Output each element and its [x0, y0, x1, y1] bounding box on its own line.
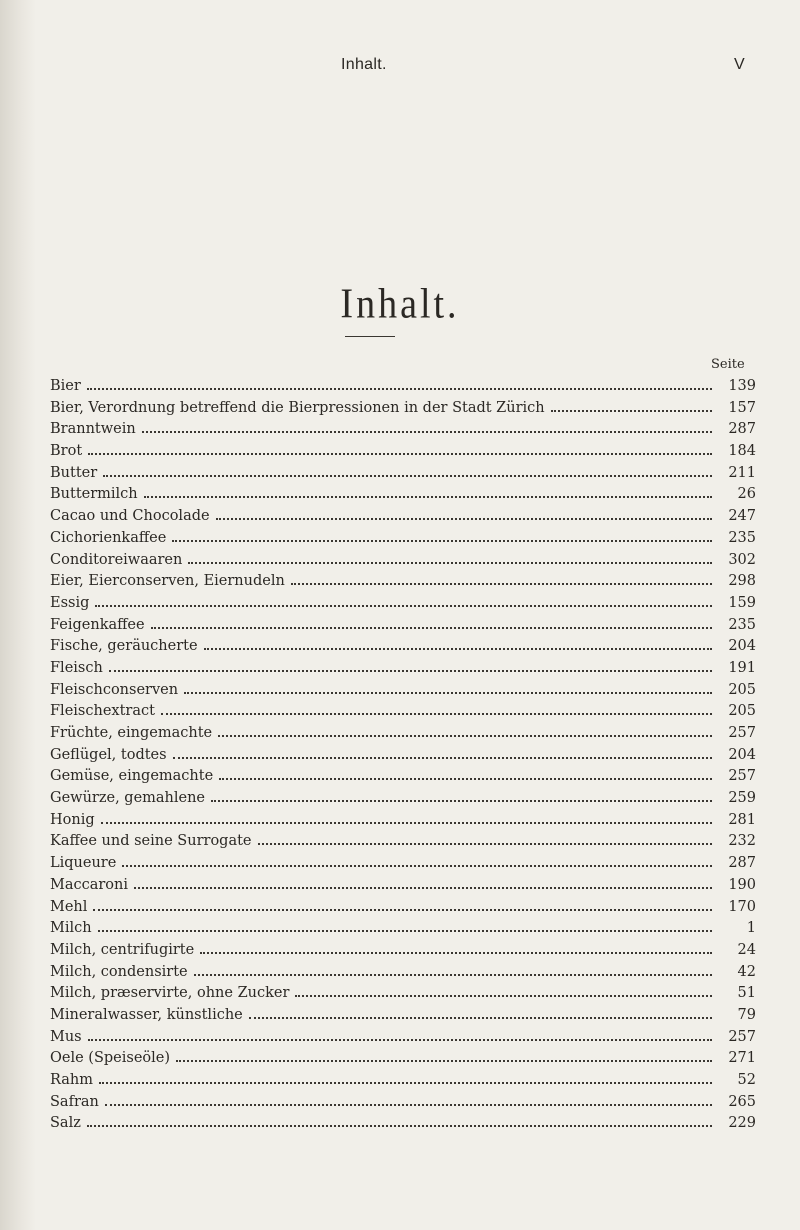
- toc-dot-leader: [184, 692, 712, 694]
- toc-entry: [50, 465, 756, 487]
- toc-entry-label: Fleisch: [50, 659, 103, 676]
- toc-entry: [50, 964, 756, 986]
- toc-entry: [50, 617, 756, 639]
- toc-entry-label: Gemüse, eingemachte: [50, 768, 214, 785]
- toc-entry-page: 26: [737, 486, 756, 503]
- toc-dot-leader: [211, 800, 712, 802]
- toc-entry-page: 190: [728, 876, 756, 893]
- toc-entry-label: Cichorienkaffee: [50, 529, 167, 546]
- toc-entry-page: 42: [737, 963, 756, 980]
- toc-entry-page: 184: [728, 443, 756, 460]
- toc-entry: [50, 942, 756, 964]
- toc-entry: [50, 985, 756, 1007]
- toc-entry-label: Kaffee und seine Surrogate: [50, 833, 252, 850]
- toc-entry: [50, 1072, 756, 1094]
- toc-entry: [50, 660, 756, 682]
- toc-entry-label: Buttermilch: [50, 486, 138, 503]
- toc-entry-page: 247: [728, 508, 756, 525]
- toc-dot-leader: [134, 887, 712, 889]
- toc-dot-leader: [87, 388, 712, 390]
- toc-entry: [50, 790, 756, 812]
- toc-entry-label: Fleischconserven: [50, 681, 179, 698]
- toc-entry-page: 257: [728, 725, 756, 741]
- toc-entry-page: 170: [728, 898, 756, 915]
- toc-entry-page: 139: [728, 378, 756, 394]
- toc-entry-label: Salz: [50, 1115, 81, 1132]
- toc-dot-leader: [95, 605, 712, 607]
- toc-entry: [50, 486, 756, 508]
- toc-entry-page: 191: [728, 659, 756, 676]
- toc-entry-label: Milch, præservirte, ohne Zucker: [50, 985, 290, 1002]
- toc-entry-page: 271: [728, 1050, 756, 1067]
- toc-entry: [50, 747, 756, 769]
- page-number: V: [734, 56, 745, 73]
- toc-entry-page: 257: [728, 1028, 756, 1045]
- toc-dot-leader: [204, 648, 712, 650]
- toc-entry: [50, 899, 756, 921]
- toc-entry-page: 235: [728, 529, 756, 546]
- page-edge-shadow: [0, 0, 36, 1230]
- toc-entry: [50, 1029, 756, 1051]
- page-title: Inhalt.: [340, 280, 460, 328]
- toc-entry-label: Früchte, eingemachte: [50, 725, 213, 741]
- toc-entry: [50, 682, 756, 704]
- toc-entry: [50, 573, 756, 595]
- toc-dot-leader: [249, 1017, 712, 1019]
- toc-entry-label: Bier, Verordnung betreffend die Bierpressionen in der Stadt Zürich: [50, 399, 545, 416]
- toc-entry: [50, 378, 756, 400]
- toc-entry: [50, 833, 756, 855]
- toc-entry-page: 302: [728, 551, 756, 568]
- toc-dot-leader: [172, 540, 712, 542]
- toc-dot-leader: [88, 453, 712, 455]
- toc-dot-leader: [218, 735, 712, 737]
- toc-entry-label: Mineralwasser, künstliche: [50, 1006, 243, 1023]
- toc-entry-page: 52: [737, 1072, 756, 1088]
- toc-entry-label: Feigenkaffee: [50, 616, 145, 633]
- toc-entry: [50, 421, 756, 443]
- toc-entry-page: 211: [728, 464, 756, 481]
- toc-entry-page: 79: [737, 1006, 756, 1023]
- toc-entry: [50, 443, 756, 465]
- toc-dot-leader: [291, 583, 712, 585]
- toc-entry-page: 235: [728, 616, 756, 633]
- toc-entry-page: 281: [728, 811, 756, 828]
- toc-entry-label: Milch: [50, 920, 92, 937]
- toc-dot-leader: [103, 475, 712, 477]
- page-column-header: Seite: [711, 357, 745, 372]
- toc-entry-label: Liqueure: [50, 855, 117, 872]
- toc-entry: [50, 877, 756, 899]
- toc-entry-label: Geflügel, todtes: [50, 746, 167, 763]
- table-of-contents: [50, 378, 756, 1137]
- toc-entry-page: 298: [728, 573, 756, 590]
- toc-dot-leader: [88, 1039, 712, 1041]
- toc-dot-leader: [295, 995, 712, 997]
- toc-dot-leader: [258, 843, 712, 845]
- toc-dot-leader: [151, 627, 712, 629]
- toc-entry: [50, 552, 756, 574]
- toc-entry-label: Oele (Speiseöle): [50, 1050, 171, 1067]
- toc-entry: [50, 1050, 756, 1072]
- toc-entry: [50, 638, 756, 660]
- toc-entry: [50, 703, 756, 725]
- toc-entry-label: Safran: [50, 1093, 99, 1110]
- toc-dot-leader: [99, 1082, 712, 1084]
- toc-entry-label: Eier, Eierconserven, Eiernudeln: [50, 573, 285, 590]
- toc-dot-leader: [161, 713, 712, 715]
- toc-entry: [50, 508, 756, 530]
- toc-entry-page: 232: [728, 833, 756, 850]
- toc-entry-label: Butter: [50, 464, 98, 481]
- toc-entry: [50, 1094, 756, 1116]
- toc-entry-label: Milch, condensirte: [50, 963, 188, 980]
- toc-entry-label: Mus: [50, 1028, 82, 1045]
- toc-dot-leader: [200, 952, 712, 954]
- toc-entry-label: Honig: [50, 811, 95, 828]
- toc-entry-label: Conditoreiwaaren: [50, 551, 183, 568]
- toc-dot-leader: [105, 1104, 712, 1106]
- toc-entry: [50, 1007, 756, 1029]
- toc-entry-label: Milch, centrifugirte: [50, 941, 195, 958]
- toc-dot-leader: [551, 410, 712, 412]
- toc-entry-page: 287: [728, 421, 756, 438]
- toc-dot-leader: [101, 822, 712, 824]
- toc-dot-leader: [216, 518, 712, 520]
- toc-entry-page: 1: [746, 920, 756, 937]
- toc-entry: [50, 400, 756, 422]
- title-rule: [345, 336, 395, 337]
- toc-entry-page: 257: [728, 768, 756, 785]
- toc-entry-page: 287: [728, 855, 756, 872]
- toc-dot-leader: [142, 431, 712, 433]
- toc-dot-leader: [219, 778, 712, 780]
- toc-entry-label: Bier: [50, 378, 81, 394]
- toc-dot-leader: [144, 496, 712, 498]
- toc-entry-label: Brot: [50, 443, 83, 460]
- toc-entry-page: 205: [728, 681, 756, 698]
- toc-entry-label: Mehl: [50, 898, 88, 915]
- toc-entry-label: Essig: [50, 594, 90, 611]
- toc-entry-page: 204: [728, 746, 756, 763]
- toc-entry-label: Fische, geräucherte: [50, 638, 198, 655]
- toc-dot-leader: [98, 930, 712, 932]
- toc-entry: [50, 920, 756, 942]
- running-head: [0, 56, 800, 80]
- toc-entry-label: Branntwein: [50, 421, 136, 438]
- toc-entry: [50, 1115, 756, 1137]
- toc-entry-label: Rahm: [50, 1072, 93, 1088]
- toc-entry-page: 24: [737, 941, 756, 958]
- toc-entry-page: 204: [728, 638, 756, 655]
- toc-dot-leader: [87, 1125, 712, 1127]
- toc-entry-page: 51: [737, 985, 756, 1002]
- toc-dot-leader: [176, 1060, 712, 1062]
- toc-entry-page: 265: [728, 1093, 756, 1110]
- toc-dot-leader: [194, 974, 712, 976]
- toc-entry-page: 229: [728, 1115, 756, 1132]
- toc-dot-leader: [173, 757, 712, 759]
- toc-entry-label: Maccaroni: [50, 876, 129, 893]
- toc-entry: [50, 595, 756, 617]
- toc-dot-leader: [93, 909, 712, 911]
- toc-entry: [50, 725, 756, 747]
- toc-entry: [50, 812, 756, 834]
- toc-entry-label: Cacao und Chocolade: [50, 508, 210, 525]
- toc-entry-label: Fleischextract: [50, 703, 155, 720]
- toc-entry-label: Gewürze, gemahlene: [50, 790, 206, 807]
- toc-dot-leader: [122, 865, 712, 867]
- toc-entry-page: 205: [728, 703, 756, 720]
- toc-entry: [50, 768, 756, 790]
- running-head-title: Inhalt.: [341, 56, 387, 73]
- toc-entry-page: 259: [728, 790, 756, 807]
- toc-entry: [50, 530, 756, 552]
- toc-entry: [50, 855, 756, 877]
- toc-entry-page: 157: [728, 399, 756, 416]
- toc-dot-leader: [188, 562, 712, 564]
- toc-dot-leader: [109, 670, 712, 672]
- toc-entry-page: 159: [728, 594, 756, 611]
